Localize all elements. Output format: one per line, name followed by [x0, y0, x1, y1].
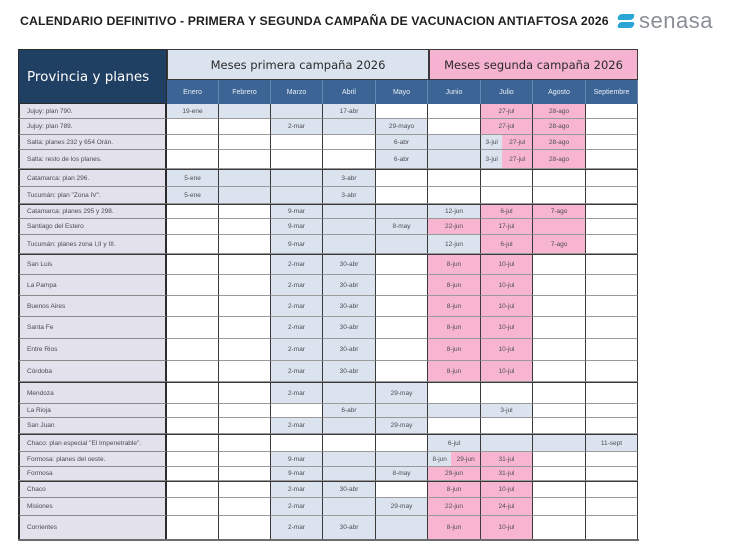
date-cell-enero — [167, 361, 219, 382]
province-label: Santa Fe — [18, 317, 167, 339]
date-cell-enero — [167, 235, 219, 254]
date-cell-julio: 31-jul — [481, 467, 533, 481]
date-cell-enero: 19-ene — [167, 104, 219, 119]
date-cell-abril: 30-abr — [323, 296, 376, 317]
table-row — [18, 481, 639, 498]
province-label: Salta: resto de los planes. — [18, 150, 167, 169]
date-cell-abril: 30-abr — [323, 275, 376, 296]
date-cell-septiembre — [586, 418, 638, 434]
date-cell-marzo: 2-mar — [271, 119, 323, 135]
date-cell-marzo: 9-mar — [271, 235, 323, 254]
date-cell-febrero — [219, 254, 271, 275]
date-cell-agosto: 28-ago — [533, 150, 586, 169]
date-cell-septiembre — [586, 339, 638, 361]
date-cell-mayo — [376, 452, 428, 467]
date-cell-enero — [167, 119, 219, 135]
date-cell-junio: 22-jun — [428, 498, 481, 516]
date-cell-abril: 30-abr — [323, 361, 376, 382]
date-cell-marzo — [271, 434, 323, 452]
date-cell-agosto — [533, 254, 586, 275]
date-cell-marzo: 2-mar — [271, 382, 323, 404]
date-cell-marzo: 2-mar — [271, 317, 323, 339]
date-cell-agosto — [533, 418, 586, 434]
date-cell-marzo — [271, 404, 323, 418]
date-cell-julio — [481, 382, 533, 404]
date-cell-julio: 10-jul — [481, 339, 533, 361]
date-cell-junio — [428, 404, 481, 418]
date-cell-julio: 31-jul — [481, 452, 533, 467]
date-cell-agosto: 7-ago — [533, 204, 586, 219]
date-cell-septiembre — [586, 104, 638, 119]
date-cell-marzo: 2-mar — [271, 498, 323, 516]
date-cell-julio — [481, 135, 533, 150]
province-label: La Rioja — [18, 404, 167, 418]
province-label: San Juan — [18, 418, 167, 434]
date-cell-julio — [481, 150, 533, 169]
date-value: 27-jul — [502, 150, 532, 168]
date-cell-mayo — [376, 104, 428, 119]
date-cell-febrero — [219, 275, 271, 296]
date-cell-febrero — [219, 150, 271, 169]
date-cell-junio — [428, 187, 481, 204]
date-cell-mayo: 29-mayo — [376, 119, 428, 135]
date-cell-septiembre — [586, 150, 638, 169]
date-cell-febrero — [219, 135, 271, 150]
table-row — [18, 339, 639, 361]
province-column-header: Provincia y planes — [18, 49, 167, 104]
date-cell-enero — [167, 275, 219, 296]
province-label: Salta: planes 232 y 654 Orán. — [18, 135, 167, 150]
date-cell-mayo: 8-may — [376, 219, 428, 235]
table-row — [18, 382, 639, 404]
month-header-enero: Enero — [167, 80, 219, 104]
province-label: Misiones — [18, 498, 167, 516]
date-cell-julio — [481, 434, 533, 452]
date-cell-julio: 10-jul — [481, 275, 533, 296]
table-row — [18, 135, 639, 150]
date-cell-marzo: 2-mar — [271, 516, 323, 540]
date-cell-mayo — [376, 339, 428, 361]
date-cell-junio: 8-jun — [428, 481, 481, 498]
table-row — [18, 296, 639, 317]
date-cell-julio: 6-jul — [481, 235, 533, 254]
date-cell-julio: 17-jul — [481, 219, 533, 235]
table-bottom-border — [18, 539, 639, 541]
vaccination-calendar-table — [18, 49, 639, 541]
month-header-mayo: Mayo — [376, 80, 428, 104]
date-cell-marzo: 9-mar — [271, 219, 323, 235]
date-cell-julio: 24-jul — [481, 498, 533, 516]
date-cell-junio: 8-jun — [428, 275, 481, 296]
date-cell-mayo: 8-may — [376, 467, 428, 481]
date-cell-enero — [167, 382, 219, 404]
date-cell-junio — [428, 169, 481, 187]
month-header-abril: Abril — [323, 80, 376, 104]
date-cell-septiembre — [586, 119, 638, 135]
province-label: Córdoba — [18, 361, 167, 382]
date-cell-septiembre — [586, 382, 638, 404]
date-cell-mayo — [376, 404, 428, 418]
date-cell-enero — [167, 150, 219, 169]
date-cell-julio: 10-jul — [481, 361, 533, 382]
date-cell-marzo: 2-mar — [271, 339, 323, 361]
date-cell-julio: 10-jul — [481, 317, 533, 339]
date-cell-agosto — [533, 434, 586, 452]
date-cell-abril: 30-abr — [323, 317, 376, 339]
date-value: 3-jul — [481, 135, 502, 149]
date-cell-julio — [481, 418, 533, 434]
table-row — [18, 150, 639, 169]
date-cell-junio: 8-jun — [428, 296, 481, 317]
date-cell-abril — [323, 467, 376, 481]
date-cell-junio — [428, 382, 481, 404]
province-label: Catamarca: planes 295 y 298. — [18, 204, 167, 219]
date-cell-enero — [167, 135, 219, 150]
date-cell-abril: 3-abr — [323, 169, 376, 187]
date-cell-febrero — [219, 467, 271, 481]
date-cell-septiembre — [586, 481, 638, 498]
date-cell-agosto — [533, 296, 586, 317]
date-cell-enero — [167, 204, 219, 219]
date-cell-julio: 3-jul — [481, 404, 533, 418]
date-cell-junio: 8-jun — [428, 361, 481, 382]
date-cell-abril: 17-abr — [323, 104, 376, 119]
date-cell-septiembre — [586, 275, 638, 296]
date-cell-abril: 30-abr — [323, 516, 376, 540]
date-cell-enero — [167, 452, 219, 467]
date-cell-febrero — [219, 317, 271, 339]
date-cell-abril — [323, 418, 376, 434]
date-cell-julio: 27-jul — [481, 119, 533, 135]
month-header-row — [167, 80, 638, 104]
province-label: Jujuy: plan 789. — [18, 119, 167, 135]
date-cell-marzo — [271, 169, 323, 187]
date-cell-septiembre — [586, 187, 638, 204]
date-cell-agosto — [533, 361, 586, 382]
date-cell-enero — [167, 434, 219, 452]
date-cell-agosto — [533, 481, 586, 498]
province-label: Formosa — [18, 467, 167, 481]
table-row — [18, 187, 639, 204]
date-cell-agosto — [533, 187, 586, 204]
date-cell-agosto — [533, 452, 586, 467]
province-label: Corrientes — [18, 516, 167, 540]
date-cell-marzo: 2-mar — [271, 275, 323, 296]
date-cell-agosto: 28-ago — [533, 135, 586, 150]
table-row — [18, 275, 639, 296]
date-cell-junio — [428, 119, 481, 135]
date-cell-mayo — [376, 516, 428, 540]
date-value: 8-jun — [428, 452, 451, 466]
date-cell-marzo: 9-mar — [271, 204, 323, 219]
date-cell-junio — [428, 150, 481, 169]
date-cell-febrero — [219, 169, 271, 187]
date-cell-mayo — [376, 187, 428, 204]
table-row — [18, 452, 639, 467]
date-cell-mayo: 6-abr — [376, 135, 428, 150]
date-value: 29-jun — [451, 452, 480, 466]
date-cell-enero — [167, 418, 219, 434]
date-cell-septiembre — [586, 254, 638, 275]
date-cell-julio: 10-jul — [481, 481, 533, 498]
date-cell-febrero — [219, 481, 271, 498]
date-cell-enero — [167, 404, 219, 418]
month-header-junio: Junio — [428, 80, 481, 104]
date-cell-agosto: 7-ago — [533, 235, 586, 254]
date-cell-febrero — [219, 361, 271, 382]
date-cell-agosto — [533, 339, 586, 361]
date-cell-abril — [323, 119, 376, 135]
date-cell-mayo: 6-abr — [376, 150, 428, 169]
date-cell-febrero — [219, 404, 271, 418]
table-row — [18, 434, 639, 452]
date-cell-marzo: 9-mar — [271, 452, 323, 467]
date-cell-febrero — [219, 516, 271, 540]
date-cell-septiembre — [586, 296, 638, 317]
date-cell-marzo — [271, 135, 323, 150]
date-cell-febrero — [219, 498, 271, 516]
date-cell-julio: 10-jul — [481, 254, 533, 275]
date-cell-febrero — [219, 418, 271, 434]
date-cell-junio: 12-jun — [428, 204, 481, 219]
province-label: Entre Rios — [18, 339, 167, 361]
date-cell-mayo — [376, 434, 428, 452]
province-label: Chaco — [18, 481, 167, 498]
date-cell-marzo: 2-mar — [271, 361, 323, 382]
date-cell-junio: 22-jun — [428, 219, 481, 235]
date-cell-septiembre — [586, 204, 638, 219]
province-label: Chaco: plan especial "El Impenetrable". — [18, 434, 167, 452]
date-cell-junio: 29-jun — [428, 467, 481, 481]
date-cell-septiembre — [586, 361, 638, 382]
table-row — [18, 361, 639, 382]
table-row — [18, 418, 639, 434]
date-cell-junio: 6-jul — [428, 434, 481, 452]
date-cell-abril — [323, 135, 376, 150]
date-cell-marzo: 2-mar — [271, 254, 323, 275]
date-cell-enero — [167, 296, 219, 317]
date-cell-agosto: 28-ago — [533, 104, 586, 119]
date-cell-mayo — [376, 235, 428, 254]
table-row — [18, 254, 639, 275]
date-value: 3-jul — [481, 150, 502, 168]
date-cell-mayo — [376, 481, 428, 498]
table-row — [18, 104, 639, 119]
date-cell-enero — [167, 498, 219, 516]
province-label: Tucumán: planes zona I,II y III. — [18, 235, 167, 254]
date-cell-junio — [428, 452, 481, 467]
date-cell-junio: 8-jun — [428, 254, 481, 275]
province-label: Santiago del Estero — [18, 219, 167, 235]
date-cell-agosto — [533, 498, 586, 516]
date-cell-febrero — [219, 382, 271, 404]
date-cell-mayo — [376, 254, 428, 275]
date-cell-abril — [323, 434, 376, 452]
date-cell-febrero — [219, 219, 271, 235]
date-cell-mayo: 29-may — [376, 498, 428, 516]
first-campaign-header: Meses primera campaña 2026 — [167, 49, 429, 80]
second-campaign-header: Meses segunda campaña 2026 — [429, 49, 638, 80]
month-header-marzo: Marzo — [271, 80, 323, 104]
date-cell-abril — [323, 452, 376, 467]
province-label: San Luis — [18, 254, 167, 275]
page-title: CALENDARIO DEFINITIVO - PRIMERA Y SEGUNDA CAMPAÑA DE VACUNACION ANTIAFTOSA 2026 — [20, 14, 609, 28]
table-row — [18, 317, 639, 339]
date-cell-agosto — [533, 516, 586, 540]
date-cell-mayo — [376, 169, 428, 187]
province-label: Buenos Aires — [18, 296, 167, 317]
date-cell-febrero — [219, 187, 271, 204]
date-cell-junio: 8-jun — [428, 317, 481, 339]
date-cell-julio: 6-jul — [481, 204, 533, 219]
date-cell-marzo: 2-mar — [271, 296, 323, 317]
province-label: Formosa: planes del oeste. — [18, 452, 167, 467]
date-cell-mayo — [376, 275, 428, 296]
date-cell-julio — [481, 169, 533, 187]
date-cell-julio: 10-jul — [481, 296, 533, 317]
date-cell-junio: 8-jun — [428, 339, 481, 361]
date-cell-abril: 6-abr — [323, 404, 376, 418]
date-cell-julio — [481, 187, 533, 204]
date-cell-agosto — [533, 219, 586, 235]
date-cell-febrero — [219, 434, 271, 452]
date-cell-abril — [323, 204, 376, 219]
date-cell-mayo: 29-may — [376, 382, 428, 404]
date-cell-julio: 27-jul — [481, 104, 533, 119]
date-cell-enero — [167, 516, 219, 540]
date-cell-septiembre: 11-sept — [586, 434, 638, 452]
date-cell-febrero — [219, 296, 271, 317]
date-cell-agosto: 28-ago — [533, 119, 586, 135]
date-cell-junio — [428, 135, 481, 150]
province-label: Tucumán: plan "Zona IV". — [18, 187, 167, 204]
date-cell-enero — [167, 219, 219, 235]
date-cell-septiembre — [586, 135, 638, 150]
senasa-logo — [618, 10, 713, 32]
logo-text: senasa — [639, 8, 713, 33]
date-value: 27-jul — [502, 135, 532, 149]
date-cell-enero — [167, 467, 219, 481]
date-cell-febrero — [219, 104, 271, 119]
table-row — [18, 119, 639, 135]
date-cell-febrero — [219, 452, 271, 467]
province-label: Catamarca: plan 296. — [18, 169, 167, 187]
date-cell-abril — [323, 498, 376, 516]
table-row — [18, 219, 639, 235]
date-cell-septiembre — [586, 452, 638, 467]
date-cell-abril — [323, 150, 376, 169]
province-label: Mendoza — [18, 382, 167, 404]
date-cell-septiembre — [586, 235, 638, 254]
date-cell-abril — [323, 382, 376, 404]
date-cell-marzo: 9-mar — [271, 467, 323, 481]
date-cell-enero — [167, 339, 219, 361]
month-header-julio: Julio — [481, 80, 533, 104]
date-cell-enero — [167, 254, 219, 275]
table-row — [18, 467, 639, 481]
date-cell-febrero — [219, 204, 271, 219]
table-row — [18, 404, 639, 418]
date-cell-junio — [428, 418, 481, 434]
province-label: La Pampa — [18, 275, 167, 296]
date-cell-junio: 8-jun — [428, 516, 481, 540]
province-label: Jujuy: plan 790. — [18, 104, 167, 119]
month-header-agosto: Agosto — [533, 80, 586, 104]
date-cell-mayo: 29-may — [376, 418, 428, 434]
date-cell-agosto — [533, 467, 586, 481]
date-cell-mayo — [376, 317, 428, 339]
date-cell-mayo — [376, 361, 428, 382]
date-cell-mayo — [376, 296, 428, 317]
date-cell-marzo: 2-mar — [271, 481, 323, 498]
date-cell-septiembre — [586, 404, 638, 418]
table-row — [18, 169, 639, 187]
date-cell-septiembre — [586, 219, 638, 235]
date-cell-junio — [428, 104, 481, 119]
date-cell-enero — [167, 317, 219, 339]
date-cell-abril — [323, 235, 376, 254]
senasa-logo-icon — [618, 14, 634, 28]
date-cell-marzo — [271, 104, 323, 119]
date-cell-septiembre — [586, 498, 638, 516]
date-cell-agosto — [533, 169, 586, 187]
table-row — [18, 235, 639, 254]
date-cell-septiembre — [586, 467, 638, 481]
date-cell-septiembre — [586, 516, 638, 540]
month-header-febrero: Febrero — [219, 80, 271, 104]
date-cell-abril: 30-abr — [323, 254, 376, 275]
date-cell-febrero — [219, 235, 271, 254]
date-cell-agosto — [533, 275, 586, 296]
date-cell-septiembre — [586, 317, 638, 339]
date-cell-marzo: 2-mar — [271, 418, 323, 434]
date-cell-junio: 12-jun — [428, 235, 481, 254]
month-header-septiembre: Septiembre — [586, 80, 638, 104]
table-row — [18, 498, 639, 516]
date-cell-abril — [323, 219, 376, 235]
date-cell-marzo — [271, 187, 323, 204]
date-cell-julio: 10-jul — [481, 516, 533, 540]
date-cell-abril: 3-abr — [323, 187, 376, 204]
date-cell-enero: 5-ene — [167, 187, 219, 204]
date-cell-agosto — [533, 382, 586, 404]
date-cell-abril: 30-abr — [323, 339, 376, 361]
date-cell-marzo — [271, 150, 323, 169]
date-cell-febrero — [219, 339, 271, 361]
table-row — [18, 204, 639, 219]
date-cell-febrero — [219, 119, 271, 135]
date-cell-enero: 5-ene — [167, 169, 219, 187]
date-cell-enero — [167, 481, 219, 498]
date-cell-agosto — [533, 404, 586, 418]
date-cell-mayo — [376, 204, 428, 219]
date-cell-agosto — [533, 317, 586, 339]
date-cell-abril: 30-abr — [323, 481, 376, 498]
table-row — [18, 516, 639, 540]
date-cell-septiembre — [586, 169, 638, 187]
